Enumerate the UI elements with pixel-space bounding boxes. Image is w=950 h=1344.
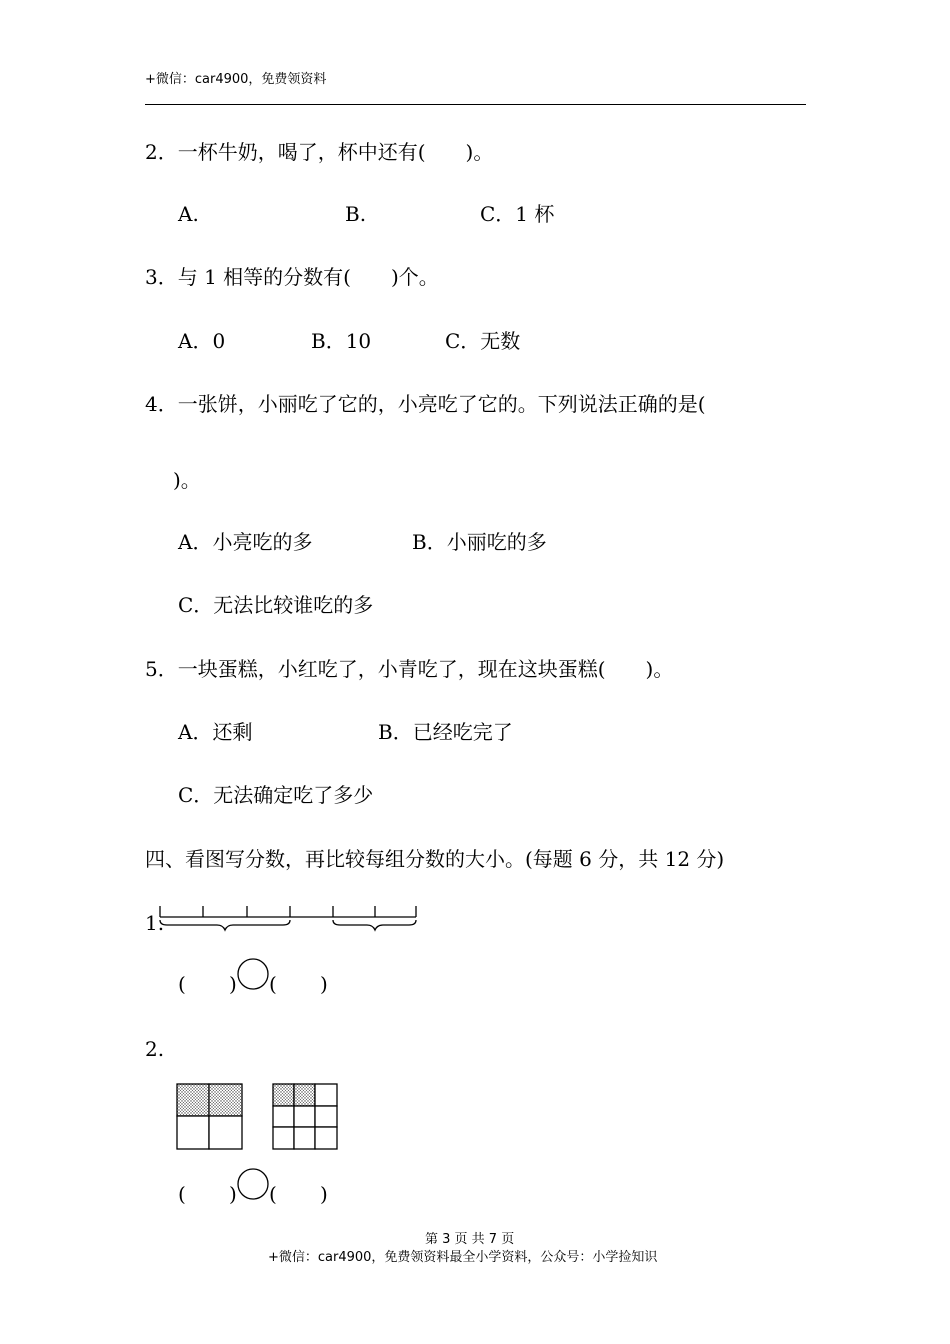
item-1-paren-right: ( bbox=[269, 972, 277, 996]
question-5: 5．一块蛋糕，小红吃了，小青吃了，现在这块蛋糕( )。 bbox=[145, 657, 674, 681]
header-rule bbox=[145, 104, 806, 105]
item-2-paren-mid: ) bbox=[229, 1182, 237, 1206]
header-watermark: +微信：car4900，免费领资料 bbox=[145, 72, 327, 87]
q3-option-c: C．无数 bbox=[445, 329, 521, 353]
question-2: 2．一杯牛奶，喝了，杯中还有( )。 bbox=[145, 140, 494, 164]
grid-3x3 bbox=[273, 1084, 337, 1149]
item-1-paren-end: ) bbox=[320, 972, 328, 996]
q4-option-c: C．无法比较谁吃的多 bbox=[178, 593, 374, 617]
item-1-label: 1. bbox=[145, 911, 165, 935]
footer-watermark: +微信：car4900，免费领资料最全小学资料，公众号：小学捡知识 bbox=[268, 1250, 658, 1265]
q3-option-b: B．10 bbox=[311, 329, 372, 353]
item-2-paren-end: ) bbox=[320, 1182, 328, 1206]
q2-option-a: A. bbox=[178, 202, 199, 226]
compare-circle-1 bbox=[236, 957, 270, 991]
q4-option-a: A．小亮吃的多 bbox=[178, 530, 313, 554]
question-4-continuation: )。 bbox=[173, 468, 201, 492]
item-2-paren-right: ( bbox=[269, 1182, 277, 1206]
question-3: 3．与 1 相等的分数有( )个。 bbox=[145, 265, 439, 289]
section-4-title: 四、看图写分数，再比较每组分数的大小。(每题 6 分，共 12 分) bbox=[145, 847, 725, 871]
number-line-figure bbox=[155, 900, 425, 940]
q3-option-a: A．0 bbox=[178, 329, 226, 353]
q5-option-a: A．还剩 bbox=[178, 720, 253, 744]
item-1-paren-left: ( bbox=[178, 972, 186, 996]
left-brace bbox=[160, 920, 290, 930]
item-1-paren-mid: ) bbox=[229, 972, 237, 996]
q5-option-b: B．已经吃完了 bbox=[378, 720, 513, 744]
q2-option-c: C．1 杯 bbox=[480, 202, 555, 226]
item-2-label: 2. bbox=[145, 1037, 165, 1061]
right-brace bbox=[333, 920, 416, 930]
footer-page-number: 第 3 页 共 7 页 bbox=[425, 1232, 515, 1247]
question-4: 4．一张饼，小丽吃了它的，小亮吃了它的。下列说法正确的是( bbox=[145, 392, 706, 416]
item-2-paren-left: ( bbox=[178, 1182, 186, 1206]
compare-circle-2 bbox=[236, 1167, 270, 1201]
q5-option-c: C．无法确定吃了多少 bbox=[178, 783, 374, 807]
q4-option-b: B．小丽吃的多 bbox=[412, 530, 547, 554]
grids-figure bbox=[175, 1082, 375, 1154]
q2-option-b: B. bbox=[345, 202, 367, 226]
grid-2x2 bbox=[177, 1084, 242, 1149]
